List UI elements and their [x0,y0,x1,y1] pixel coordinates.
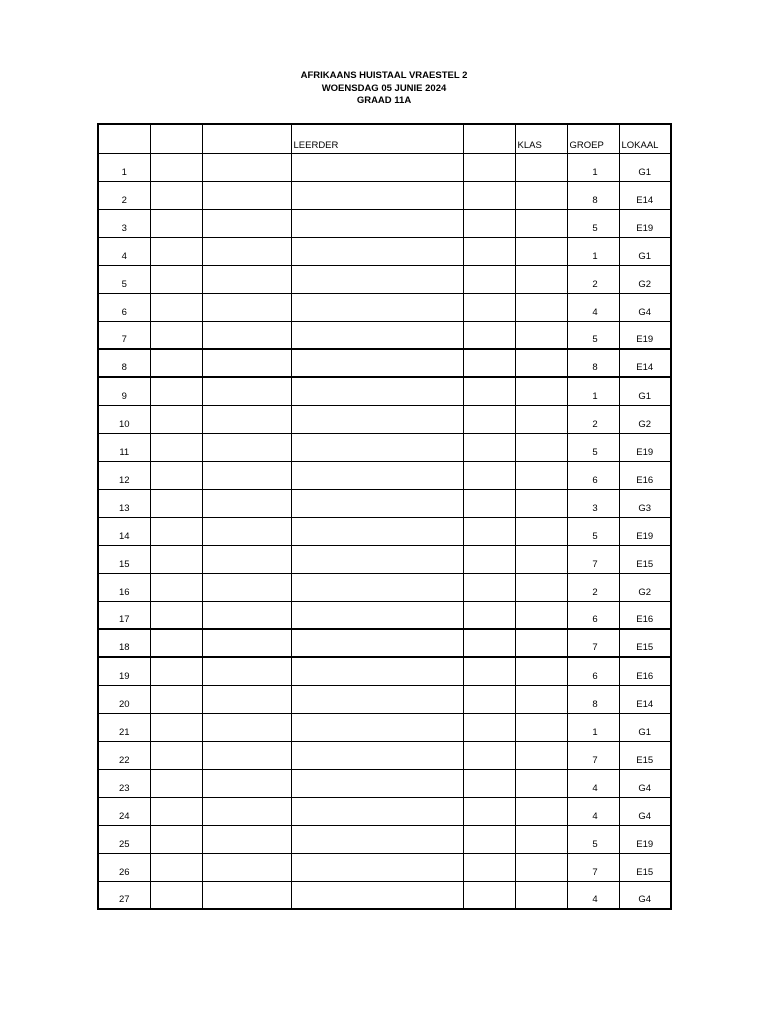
cell-blank [463,825,515,853]
cell-blank [463,629,515,657]
title-line-subject: AFRIKAANS HUISTAAL VRAESTEL 2 [300,70,468,81]
cell-lokaal: E15 [619,741,671,769]
cell-groep: 2 [567,573,619,601]
cell-lokaal: E14 [619,685,671,713]
header-cell-blank [202,124,291,153]
cell-blank [463,237,515,265]
cell-blank [463,517,515,545]
cell-groep: 8 [567,181,619,209]
cell-groep: 5 [567,825,619,853]
cell-blank [150,741,202,769]
cell-blank [463,153,515,181]
cell-klas [515,405,567,433]
cell-blank [202,601,291,629]
row-number: 10 [98,405,150,433]
table-row [98,405,671,433]
row-number: 2 [98,181,150,209]
cell-blank [202,405,291,433]
table-row [98,853,671,881]
cell-leerder [291,489,463,517]
cell-blank [463,797,515,825]
cell-blank [150,601,202,629]
cell-blank [202,153,291,181]
cell-groep: 7 [567,741,619,769]
cell-klas [515,713,567,741]
cell-groep: 8 [567,685,619,713]
row-number: 11 [98,433,150,461]
cell-blank [202,461,291,489]
cell-blank [150,797,202,825]
cell-leerder [291,405,463,433]
table-row [98,573,671,601]
cell-blank [150,825,202,853]
cell-groep: 5 [567,209,619,237]
cell-groep: 4 [567,797,619,825]
cell-klas [515,797,567,825]
row-number: 25 [98,825,150,853]
row-number: 5 [98,265,150,293]
cell-blank [150,209,202,237]
cell-leerder [291,209,463,237]
table-row [98,657,671,685]
cell-leerder [291,377,463,405]
cell-blank [202,265,291,293]
cell-blank [150,685,202,713]
cell-blank [463,265,515,293]
cell-blank [202,377,291,405]
cell-lokaal: G1 [619,237,671,265]
cell-groep: 4 [567,293,619,321]
table-row [98,825,671,853]
row-number: 12 [98,461,150,489]
cell-leerder [291,797,463,825]
header-cell-blank [463,124,515,153]
row-number: 4 [98,237,150,265]
cell-blank [150,545,202,573]
cell-lokaal: G4 [619,881,671,909]
cell-groep: 7 [567,629,619,657]
cell-blank [150,489,202,517]
title-line-date: WOENSDAG 05 JUNIE 2024 [321,82,447,94]
cell-lokaal: E15 [619,545,671,573]
cell-blank [463,685,515,713]
cell-klas [515,377,567,405]
cell-blank [463,657,515,685]
cell-klas [515,545,567,573]
cell-blank [202,349,291,377]
cell-blank [150,153,202,181]
table-row [98,265,671,293]
table-header-row [98,124,671,153]
cell-blank [150,657,202,685]
table-row [98,797,671,825]
cell-blank [202,741,291,769]
cell-lokaal: G4 [619,769,671,797]
cell-lokaal: G2 [619,265,671,293]
cell-blank [150,881,202,909]
table-row [98,153,671,181]
table-row [98,545,671,573]
cell-lokaal: E15 [619,853,671,881]
cell-lokaal: G2 [619,405,671,433]
cell-groep: 4 [567,769,619,797]
cell-klas [515,825,567,853]
cell-blank [150,713,202,741]
cell-leerder [291,237,463,265]
document-title-block [0,70,768,108]
cell-groep: 6 [567,601,619,629]
row-number: 8 [98,349,150,377]
row-number: 15 [98,545,150,573]
cell-blank [202,797,291,825]
cell-blank [150,853,202,881]
cell-lokaal: G4 [619,797,671,825]
cell-leerder [291,321,463,349]
cell-blank [150,349,202,377]
cell-groep: 5 [567,433,619,461]
cell-leerder [291,573,463,601]
header-cell-blank [150,124,202,153]
cell-leerder [291,629,463,657]
cell-groep: 2 [567,265,619,293]
cell-klas [515,181,567,209]
header-cell-number [98,124,150,153]
cell-blank [463,853,515,881]
cell-lokaal: E16 [619,601,671,629]
cell-blank [202,517,291,545]
cell-groep: 1 [567,377,619,405]
cell-blank [463,405,515,433]
cell-klas [515,573,567,601]
cell-leerder [291,741,463,769]
table-row [98,629,671,657]
cell-leerder [291,517,463,545]
row-number: 22 [98,741,150,769]
row-number: 16 [98,573,150,601]
cell-blank [202,685,291,713]
cell-groep: 3 [567,489,619,517]
cell-leerder [291,881,463,909]
table-row [98,601,671,629]
row-number: 27 [98,881,150,909]
cell-blank [202,657,291,685]
cell-blank [150,629,202,657]
cell-lokaal: E19 [619,209,671,237]
row-number: 9 [98,377,150,405]
cell-klas [515,349,567,377]
table-row [98,713,671,741]
cell-klas [515,881,567,909]
cell-blank [150,461,202,489]
cell-lokaal: E19 [619,321,671,349]
header-leerder: LEERDER [291,124,463,153]
cell-leerder [291,265,463,293]
cell-klas [515,293,567,321]
cell-blank [202,573,291,601]
cell-klas [515,685,567,713]
row-number: 18 [98,629,150,657]
learner-allocation-table [97,123,672,910]
cell-lokaal: E14 [619,349,671,377]
cell-leerder [291,657,463,685]
header-lokaal: LOKAAL [619,124,671,153]
cell-klas [515,461,567,489]
row-number: 21 [98,713,150,741]
cell-klas [515,517,567,545]
cell-groep: 5 [567,517,619,545]
cell-blank [150,377,202,405]
cell-blank [150,517,202,545]
cell-blank [463,461,515,489]
table-row [98,181,671,209]
table-row [98,517,671,545]
cell-klas [515,433,567,461]
table-row [98,741,671,769]
cell-lokaal: E14 [619,181,671,209]
cell-leerder [291,685,463,713]
table-row [98,769,671,797]
cell-klas [515,629,567,657]
cell-blank [463,377,515,405]
row-number: 7 [98,321,150,349]
row-number: 20 [98,685,150,713]
cell-leerder [291,545,463,573]
cell-blank [463,293,515,321]
cell-leerder [291,601,463,629]
cell-groep: 2 [567,405,619,433]
row-number: 19 [98,657,150,685]
cell-blank [150,237,202,265]
cell-klas [515,209,567,237]
cell-blank [202,489,291,517]
cell-groep: 7 [567,545,619,573]
cell-lokaal: E16 [619,657,671,685]
table-row [98,433,671,461]
cell-groep: 6 [567,657,619,685]
cell-blank [150,769,202,797]
cell-groep: 4 [567,881,619,909]
cell-blank [463,769,515,797]
cell-lokaal: E19 [619,433,671,461]
row-number: 13 [98,489,150,517]
row-number: 1 [98,153,150,181]
table-row [98,377,671,405]
cell-klas [515,489,567,517]
cell-leerder [291,713,463,741]
cell-lokaal: G4 [619,293,671,321]
cell-lokaal: E15 [619,629,671,657]
cell-blank [463,545,515,573]
cell-leerder [291,461,463,489]
table-row [98,461,671,489]
cell-blank [463,713,515,741]
cell-blank [150,293,202,321]
cell-groep: 1 [567,713,619,741]
cell-blank [150,265,202,293]
cell-klas [515,657,567,685]
title-line-grade: GRAAD 11A [356,95,412,106]
table-row [98,321,671,349]
cell-groep: 8 [567,349,619,377]
cell-blank [150,321,202,349]
cell-klas [515,853,567,881]
cell-leerder [291,153,463,181]
cell-blank [150,433,202,461]
cell-blank [202,293,291,321]
cell-lokaal: G1 [619,377,671,405]
cell-blank [150,405,202,433]
cell-groep: 1 [567,237,619,265]
cell-blank [463,741,515,769]
cell-klas [515,237,567,265]
cell-blank [202,433,291,461]
cell-blank [202,713,291,741]
cell-blank [463,573,515,601]
cell-blank [463,433,515,461]
cell-lokaal: E19 [619,825,671,853]
cell-blank [202,321,291,349]
table-row [98,237,671,265]
cell-klas [515,741,567,769]
cell-blank [463,349,515,377]
table-row [98,685,671,713]
cell-blank [463,601,515,629]
cell-leerder [291,853,463,881]
cell-klas [515,153,567,181]
cell-blank [202,629,291,657]
cell-lokaal: G2 [619,573,671,601]
cell-blank [463,321,515,349]
table-row [98,209,671,237]
cell-lokaal: G1 [619,713,671,741]
cell-leerder [291,825,463,853]
cell-blank [463,181,515,209]
cell-blank [463,881,515,909]
row-number: 3 [98,209,150,237]
cell-groep: 5 [567,321,619,349]
cell-lokaal: E19 [619,517,671,545]
cell-blank [202,825,291,853]
cell-groep: 1 [567,153,619,181]
table-row [98,349,671,377]
cell-blank [202,881,291,909]
row-number: 26 [98,853,150,881]
cell-blank [202,853,291,881]
cell-klas [515,769,567,797]
table-row [98,293,671,321]
cell-blank [150,573,202,601]
cell-klas [515,321,567,349]
cell-blank [202,181,291,209]
cell-blank [202,769,291,797]
cell-blank [463,209,515,237]
header-klas: KLAS [515,124,567,153]
cell-leerder [291,433,463,461]
cell-blank [150,181,202,209]
cell-lokaal: G3 [619,489,671,517]
cell-klas [515,601,567,629]
cell-blank [202,237,291,265]
cell-groep: 6 [567,461,619,489]
cell-blank [463,489,515,517]
row-number: 14 [98,517,150,545]
header-groep: GROEP [567,124,619,153]
cell-klas [515,265,567,293]
cell-lokaal: G1 [619,153,671,181]
cell-blank [202,545,291,573]
row-number: 6 [98,293,150,321]
table-row [98,489,671,517]
cell-groep: 7 [567,853,619,881]
cell-blank [202,209,291,237]
cell-leerder [291,181,463,209]
cell-leerder [291,769,463,797]
cell-leerder [291,349,463,377]
row-number: 17 [98,601,150,629]
cell-lokaal: E16 [619,461,671,489]
row-number: 24 [98,797,150,825]
cell-leerder [291,293,463,321]
row-number: 23 [98,769,150,797]
table-row [98,881,671,909]
